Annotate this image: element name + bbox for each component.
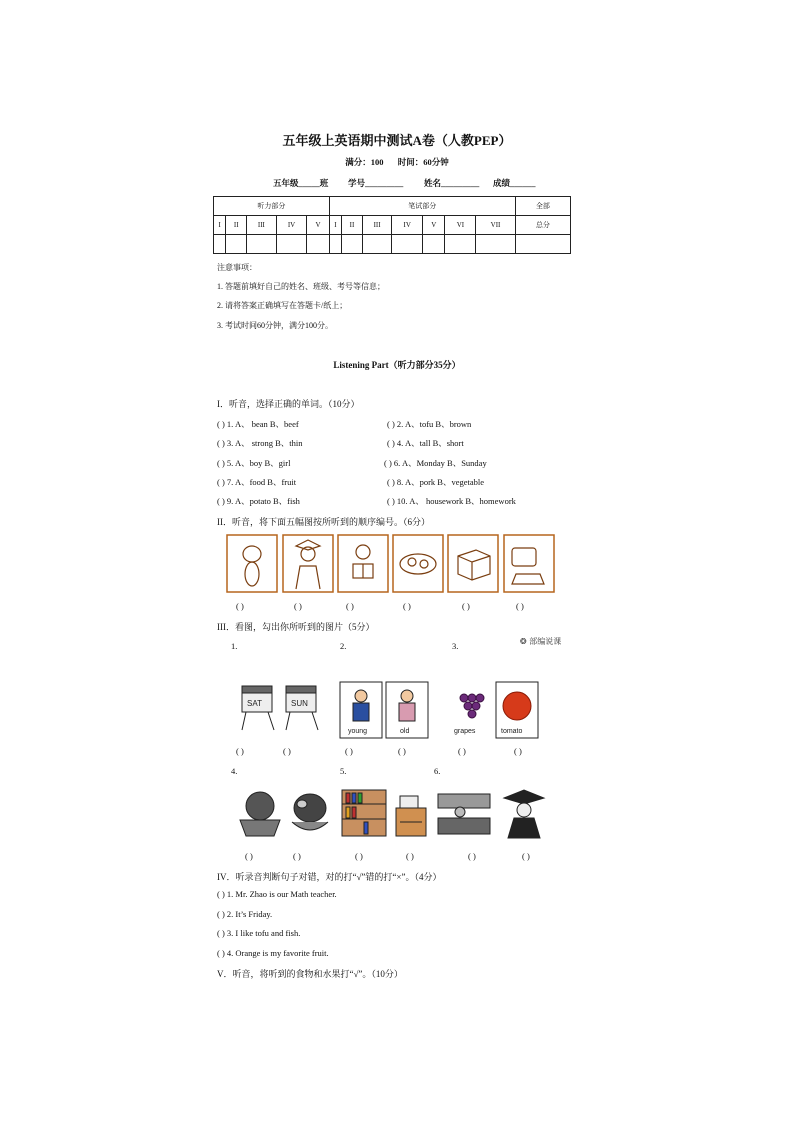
question-item: ( ) 3. A、 strong B、thin [217,438,303,448]
answer-paren[interactable]: ( ) [514,746,522,756]
question-item: ( ) 7. A、food B、fruit [217,477,297,487]
fruit-basket-icon [240,792,280,836]
col-header: I [214,216,226,235]
section3-heading: III．看图，勾出你所听到的图片（5分） [217,622,375,632]
statement-item: ( ) 4. Orange is my favorite fruit. [217,948,329,958]
office-desk-icon [438,794,490,834]
food-dish-icon [400,554,436,574]
score-cell[interactable] [423,235,445,254]
grapes-label: grapes [454,728,476,735]
listening-part-heading: Listening Part（听力部分35分） [333,360,461,370]
col-header: 总分 [515,216,570,235]
answer-paren[interactable]: ( ) [355,851,363,861]
old-woman-icon [401,690,413,702]
food-bowl-icon [292,794,328,830]
score-cell[interactable] [515,235,570,254]
section2-heading: II．听音，将下面五幅图按所听到的顺序编号。（6分） [217,517,430,527]
desk-icon [396,796,426,836]
page-title: 五年级上英语期中测试A卷（人教PEP） [282,133,512,148]
full-score: 满分：100 [345,157,384,167]
grade-field: 成绩______ [493,178,536,188]
answer-paren[interactable]: ( ) [406,851,414,861]
total-header: 全部 [515,197,570,216]
sat-label: SAT [247,699,262,708]
writing-header: 笔试部分 [329,197,515,216]
statement-item: ( ) 3. I like tofu and fish. [217,928,301,938]
name-field: 姓名_________ [424,178,480,188]
col-header: IV [276,216,307,235]
score-cell[interactable] [476,235,515,254]
section3-row1-pictures [228,678,540,740]
picture-frame [227,535,277,592]
exam-meta [0,156,794,168]
computer-icon [512,548,536,566]
score-cell[interactable] [445,235,476,254]
teacher-graduate-icon [504,790,544,838]
question-item: ( ) 1. A、 bean B、beef [217,419,299,429]
col-header: V [423,216,445,235]
answer-paren[interactable]: ( ) [245,851,253,861]
col-header: II [342,216,363,235]
answer-paren[interactable]: ( ) [516,601,524,611]
tofu-icon [458,550,490,580]
note-item: 3. 考试时间60分钟，满分100分。 [217,321,333,330]
notes-heading: 注意事项： [217,263,257,272]
question-item: ( ) 6. A、Monday B、Sunday [384,458,487,468]
picture-number: 6. [434,766,441,776]
score-cell[interactable] [247,235,276,254]
score-cell[interactable] [329,235,341,254]
mouse-icon [243,546,261,562]
answer-paren[interactable]: ( ) [468,851,476,861]
answer-paren[interactable]: ( ) [294,601,302,611]
score-cell[interactable] [362,235,391,254]
question-item: ( ) 5. A、boy B、girl [217,458,291,468]
graduate-icon [301,547,315,561]
picture-number: 3. [452,641,459,651]
picture-number: 4. [231,766,238,776]
tomato-icon [503,692,531,720]
answer-paren[interactable]: ( ) [398,746,406,756]
sun-label: SUN [291,699,308,708]
picture-number: 2. [340,641,347,651]
picture-number: 5. [340,766,347,776]
exam-time: 时间：60分钟 [397,157,449,167]
col-header: II [226,216,247,235]
section5-heading: V．听音，将听到的食物和水果打“√”。（10分） [217,969,403,979]
score-cell[interactable] [392,235,423,254]
question-item: ( ) 8. A、pork B、vegetable [387,477,485,487]
col-header: VI [445,216,476,235]
section1-heading: I．听音，选择正确的单词。（10分） [217,399,360,409]
answer-paren[interactable]: ( ) [522,851,530,861]
picture-frame [283,535,333,592]
young-label: young [348,728,368,735]
statement-item: ( ) 1. Mr. Zhao is our Math teacher. [217,889,337,899]
question-item: ( ) 2. A、tofu B、brown [387,419,472,429]
answer-paren[interactable]: ( ) [293,851,301,861]
question-item: ( ) 10. A、 housework B、homework [387,496,516,506]
section3-row2-pictures [232,786,554,840]
answer-paren[interactable]: ( ) [462,601,470,611]
answer-paren[interactable]: ( ) [346,601,354,611]
answer-paren[interactable]: ( ) [236,746,244,756]
col-header: I [329,216,341,235]
note-item: 2. 请将答案正确填写在答题卡/纸上； [217,301,348,310]
watermark: ❂ 部编说课 [520,637,562,646]
score-cell[interactable] [214,235,226,254]
note-item: 1. 答题前填好自己的姓名、班级、考号等信息； [217,282,385,291]
wechat-icon: ❂ [520,637,530,646]
question-item: ( ) 9. A、potato B、fish [217,496,300,506]
col-header: VII [476,216,515,235]
class-field: 五年级_____班 [273,178,329,188]
col-header: IV [392,216,423,235]
answer-paren[interactable]: ( ) [236,601,244,611]
picture-number: 1. [231,641,238,651]
answer-paren[interactable]: ( ) [403,601,411,611]
score-cell[interactable] [342,235,363,254]
answer-paren[interactable]: ( ) [345,746,353,756]
bookshelf-icon [342,790,386,836]
col-header: III [247,216,276,235]
tomato-label: tomato [501,728,523,735]
number-field: 学号_________ [348,178,404,188]
old-label: old [400,728,410,735]
reading-girl-icon [356,545,370,559]
statement-item: ( ) 2. It’s Friday. [217,909,273,919]
young-man-icon [355,690,367,702]
score-cell[interactable] [226,235,247,254]
section4-heading: IV．听录音判断句子对错，对的打“√”错的打“×”。（4分） [217,872,442,882]
answer-paren[interactable]: ( ) [283,746,291,756]
calendar-sun-icon [286,686,318,730]
score-table [213,196,571,254]
col-header: III [362,216,391,235]
section2-pictures [226,534,556,594]
calendar-sat-icon [242,686,274,730]
listening-header: 听力部分 [214,197,330,216]
question-item: ( ) 4. A、tall B、short [387,438,464,448]
score-cell[interactable] [276,235,307,254]
score-cell[interactable] [307,235,329,254]
col-header: V [307,216,329,235]
answer-paren[interactable]: ( ) [458,746,466,756]
